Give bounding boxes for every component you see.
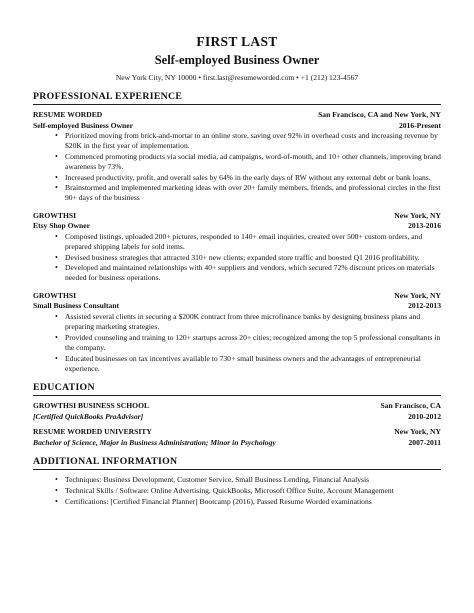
bullet-item: • Increased productivity, profit, and overall sales by 64% in the early days of RW without any external debt or bank loans.: [55, 173, 441, 183]
company-name: GROWTHSI: [33, 210, 77, 220]
candidate-name: FIRST LAST: [196, 34, 278, 49]
education-entry: [33, 427, 441, 448]
bullet-item: • Assisted several clients in securing a $200K contract from three microfinance banks by designing business plans and preparing marketing strategies.: [55, 312, 441, 333]
education-dates: 2007-2011: [408, 437, 441, 447]
job-entry: [33, 291, 441, 374]
bullet-item: • Technical Skills / Software: Online Advertising, QuickBooks, Microsoft Office Suite, Account Management: [55, 486, 441, 497]
company-name: GROWTHSI: [33, 290, 77, 300]
section-divider: [33, 104, 441, 105]
job-location: New York, NY: [394, 210, 441, 220]
bullet-item: • Commenced promoting products via social media, ad campaigns, word-of-mouth, and 10+ other channels, improving brand awareness by 73%.: [55, 152, 441, 173]
job-header: [33, 110, 441, 121]
job-role: Etsy Shop Owner: [33, 221, 90, 231]
candidate-title: Self-employed Business Owner: [154, 53, 320, 67]
job-role: Small Business Consultant: [33, 301, 120, 311]
job-role-row: [33, 221, 441, 232]
job-role-row: [33, 301, 441, 312]
experience-heading: PROFESSIONAL EXPERIENCE: [33, 91, 183, 102]
job-dates: 2013-2016: [408, 221, 441, 231]
school-name: GROWTHSI BUSINESS SCHOOL: [33, 401, 150, 411]
job-bullets: [33, 232, 441, 284]
bullet-item: • Educated businesses on tax incentives available to 730+ small business owners and the advantages of entrepreneurial experience.: [55, 354, 441, 375]
job-dates: 2016-Present: [398, 120, 441, 130]
job-dates: 2012-2013: [408, 301, 441, 311]
job-entry: [33, 110, 441, 204]
contact-line: New York City, NY 10000 • first.last@resumeworded.com • +1 (212) 123-4567: [115, 73, 359, 82]
additional-heading: ADDITIONAL INFORMATION: [33, 456, 178, 468]
section-divider: [33, 469, 441, 470]
school-name: RESUME WORDED UNIVERSITY: [33, 427, 152, 437]
education-header: [33, 401, 441, 412]
bullet-item: • Brainstormed and implemented marketing ideas with over 20+ family members, friends, and professional circles in the first 90+ days of the business: [55, 183, 441, 204]
bullet-item: • Certifications: [Certified Financial Planner] Bootcamp (2016), Passed Resume Worded examinations: [55, 497, 441, 508]
bullet-item: • Prioritized moving from brick-and-mortar to an online store, saving over 92% in overhead costs and increasing revenue by $20K in the first year of implementation.: [55, 131, 441, 152]
degree-row: [33, 412, 441, 423]
degree: Bachelor of Science, Major in Business Administration; Minor in Psychology: [33, 437, 276, 447]
job-bullets: [33, 312, 441, 374]
degree-row: [33, 438, 441, 449]
degree: [Certified QuickBooks ProAdvisor]: [33, 411, 144, 421]
bullet-item: • Provided counseling and training to 120+ startups across 20+ cities; recognized among the top 5 professional consultants in the company.: [55, 333, 441, 354]
job-bullets: [33, 131, 441, 204]
bullet-item: • Devised business strategies that attracted 310+ new clients; expanded store traffic and boosted Q1 2016 profitability.: [55, 253, 441, 263]
education-heading: EDUCATION: [33, 382, 95, 394]
school-location: New York, NY: [394, 427, 441, 437]
job-entry: [33, 211, 441, 284]
education-header: [33, 427, 441, 438]
bullet-item: • Composed listings, uploaded 200+ pictures, responded to 140+ email inquiries, created over 500+ custom orders, and prepared shipping labels for sold items.: [55, 232, 441, 253]
company-name: RESUME WORDED: [33, 110, 103, 119]
bullet-item: • Developed and maintained relationships with 40+ suppliers and vendors, which secured 72% discount prices on materials needed for business operations.: [55, 263, 441, 284]
job-header: [33, 211, 441, 222]
job-role-row: [33, 121, 441, 132]
job-location: New York, NY: [394, 290, 441, 300]
section-divider: [33, 395, 441, 396]
job-location: San Francisco, CA and New York, NY: [318, 110, 441, 119]
job-header: [33, 291, 441, 302]
job-role: Self-employed Business Owner: [33, 120, 133, 130]
school-location: San Francisco, CA: [380, 401, 441, 411]
education-entry: [33, 401, 441, 422]
bullet-item: • Techniques: Business Development, Customer Service, Small Business Lending, Financial Analysis: [55, 475, 441, 486]
additional-list: [33, 475, 441, 507]
education-dates: 2010-2012: [408, 411, 441, 421]
